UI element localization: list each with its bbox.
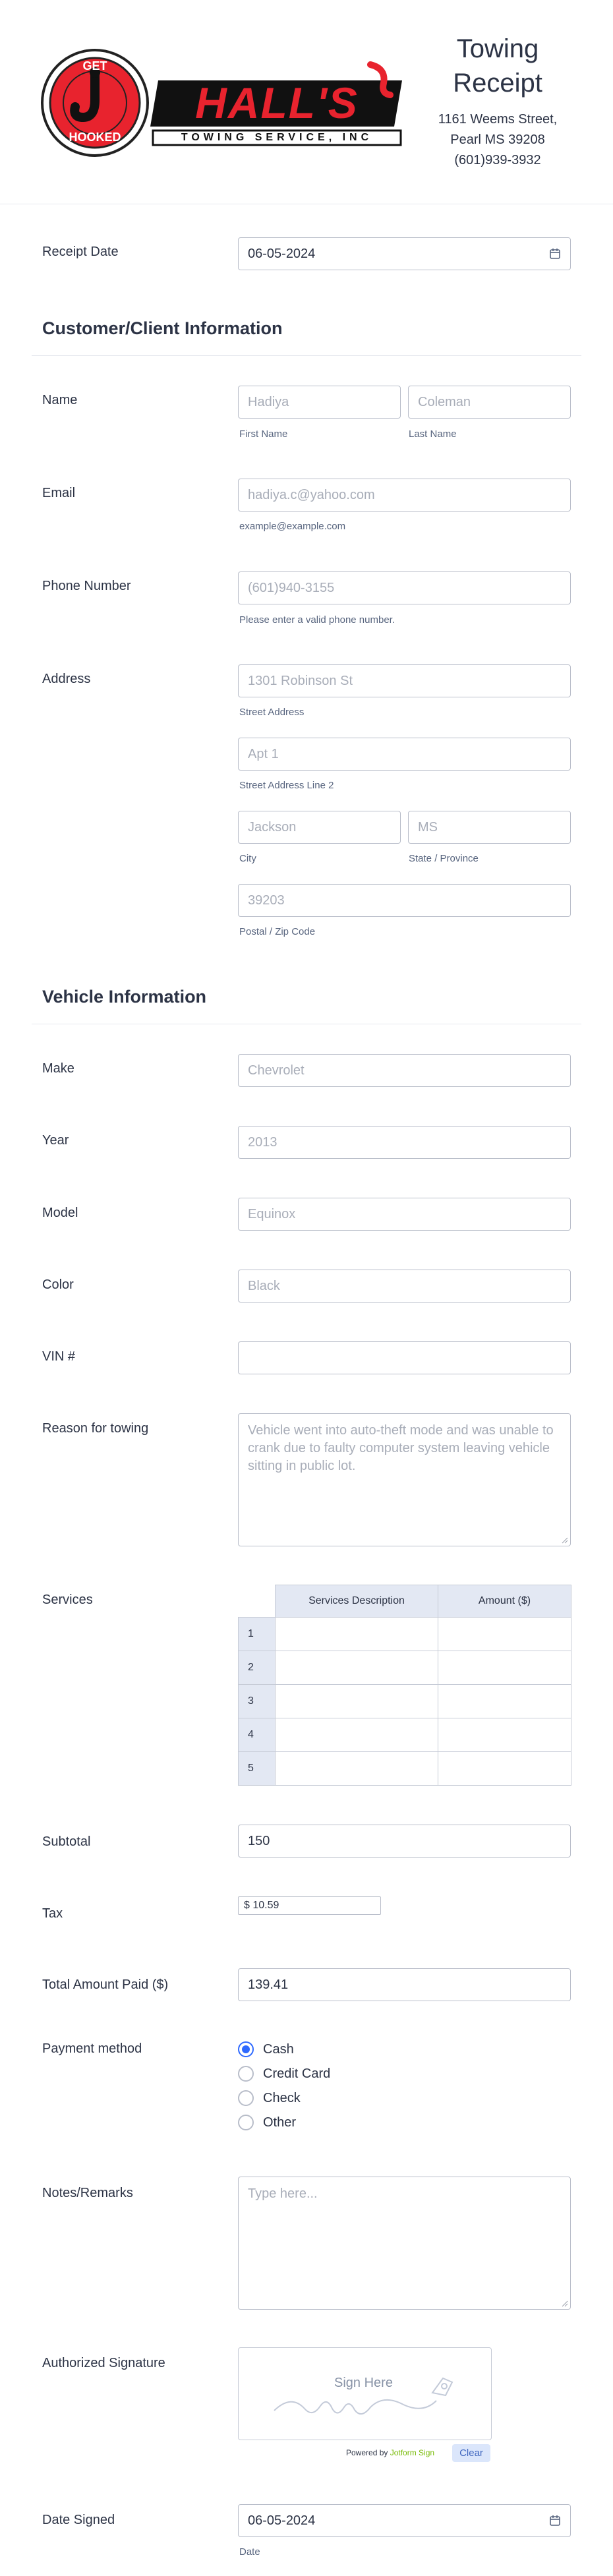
email-input[interactable]: hadiya.c@yahoo.com — [238, 479, 571, 512]
service-description-cell[interactable] — [276, 1685, 438, 1718]
table-row — [239, 1685, 571, 1718]
payment-option-other[interactable]: Other — [238, 2115, 296, 2130]
reason-label: Reason for towing — [42, 1421, 149, 1436]
company-phone: (601)939-3932 — [454, 153, 541, 167]
service-amount-cell[interactable] — [438, 1685, 571, 1718]
clear-signature-button[interactable]: Clear — [452, 2444, 490, 2462]
services-table-header — [239, 1585, 571, 1618]
phone-input[interactable]: (601)940-3155 — [238, 571, 571, 604]
row-number: 3 — [239, 1685, 276, 1718]
services-table-body — [239, 1618, 571, 1786]
table-corner — [239, 1585, 276, 1618]
vin-input[interactable] — [238, 1341, 571, 1374]
phone-sublabel: Please enter a valid phone number. — [239, 614, 395, 626]
notes-textarea[interactable]: Type here... — [238, 2177, 571, 2310]
color-label: Color — [42, 1277, 74, 1292]
payment-option-cash[interactable]: Cash — [238, 2041, 294, 2057]
date-signed-sublabel: Date — [239, 2546, 260, 2558]
vehicle-section-heading: Vehicle Information — [42, 987, 207, 1007]
service-description-cell[interactable] — [276, 1718, 438, 1752]
service-amount-cell[interactable] — [438, 1618, 571, 1651]
powered-by: Powered by Jotform Sign — [346, 2448, 435, 2457]
zip-sublabel: Postal / Zip Code — [239, 926, 316, 937]
seal-bottom-text: HOOKED — [69, 131, 121, 144]
total-label: Total Amount Paid ($) — [42, 1977, 169, 1992]
color-input[interactable]: Black — [238, 1270, 571, 1303]
vin-label: VIN # — [42, 1349, 76, 1364]
street-address-2-sublabel: Street Address Line 2 — [239, 780, 334, 791]
table-row — [239, 1752, 571, 1786]
row-number: 5 — [239, 1752, 276, 1786]
services-table — [238, 1585, 571, 1786]
table-row — [239, 1618, 571, 1651]
jotform-sign-link[interactable]: Jotform Sign — [390, 2448, 435, 2457]
calendar-icon[interactable] — [549, 248, 561, 260]
receipt-date-value: 06-05-2024 — [248, 246, 316, 261]
subtotal-label: Subtotal — [42, 1834, 91, 1849]
year-input[interactable]: 2013 — [238, 1126, 571, 1159]
signature-pad[interactable] — [238, 2347, 492, 2440]
make-label: Make — [42, 1061, 74, 1076]
table-row — [239, 1651, 571, 1685]
tax-input[interactable]: $ 10.59 — [238, 1896, 381, 1915]
radio-cash[interactable] — [238, 2041, 254, 2057]
table-row — [239, 1718, 571, 1752]
zip-input[interactable]: 39203 — [238, 884, 571, 917]
row-number: 4 — [239, 1718, 276, 1752]
service-amount-cell[interactable] — [438, 1752, 571, 1786]
reason-textarea[interactable]: Vehicle went into auto-theft mode and was unable to crank due to faulty computer system leaving vehicle sitting in public lot. — [238, 1413, 571, 1546]
last-name-input[interactable]: Coleman — [408, 386, 571, 419]
service-amount-cell[interactable] — [438, 1651, 571, 1685]
radio-check[interactable] — [238, 2090, 254, 2106]
receipt-date-label: Receipt Date — [42, 245, 119, 259]
calendar-icon[interactable] — [549, 2515, 561, 2527]
date-signed-input[interactable] — [238, 2504, 571, 2537]
resize-handle-icon[interactable] — [562, 2300, 568, 2307]
state-sublabel: State / Province — [409, 853, 479, 864]
city-sublabel: City — [239, 853, 256, 864]
row-number: 1 — [239, 1618, 276, 1651]
make-input[interactable]: Chevrolet — [238, 1054, 571, 1087]
services-label: Services — [42, 1593, 93, 1607]
notes-label: Notes/Remarks — [42, 2186, 133, 2200]
services-description-header: Services Description — [276, 1585, 438, 1618]
phone-label: Phone Number — [42, 579, 131, 593]
receipt-date-input[interactable] — [238, 237, 571, 270]
service-amount-cell[interactable] — [438, 1718, 571, 1752]
city-input[interactable]: Jackson — [238, 811, 401, 844]
signature-label: Authorized Signature — [42, 2356, 165, 2370]
email-label: Email — [42, 486, 76, 500]
pen-icon — [428, 2373, 457, 2399]
page-title: Towing Receipt — [453, 34, 542, 98]
first-name-input[interactable]: Hadiya — [238, 386, 401, 419]
date-signed-value: 06-05-2024 — [248, 2513, 316, 2528]
address-line-2: Pearl MS 39208 — [450, 132, 545, 147]
tax-label: Tax — [42, 1906, 63, 1921]
payment-option-credit-card[interactable]: Credit Card — [238, 2066, 330, 2082]
company-address — [422, 109, 573, 171]
street-address-2-input[interactable]: Apt 1 — [238, 738, 571, 771]
amount-header: Amount ($) — [438, 1585, 571, 1618]
name-label: Name — [42, 393, 78, 407]
row-number: 2 — [239, 1651, 276, 1685]
street-address-sublabel: Street Address — [239, 707, 305, 718]
street-address-input[interactable]: 1301 Robinson St — [238, 664, 571, 697]
model-input[interactable]: Equinox — [238, 1198, 571, 1231]
brand-tagline: TOWING SERVICE, INC — [181, 132, 373, 143]
email-sublabel: example@example.com — [239, 521, 346, 532]
payment-method-label: Payment method — [42, 2041, 142, 2056]
payment-option-check[interactable]: Check — [238, 2090, 301, 2106]
last-name-sublabel: Last Name — [409, 428, 457, 440]
radio-other[interactable] — [238, 2115, 254, 2130]
service-description-cell[interactable] — [276, 1651, 438, 1685]
customer-section-heading: Customer/Client Information — [42, 318, 283, 338]
service-description-cell[interactable] — [276, 1752, 438, 1786]
year-label: Year — [42, 1133, 69, 1148]
radio-credit-card[interactable] — [238, 2066, 254, 2082]
subtotal-input[interactable]: 150 — [238, 1825, 571, 1858]
brand-wordmark: HALL'S — [195, 78, 359, 127]
customer-section-divider — [32, 355, 581, 356]
state-input[interactable]: MS — [408, 811, 571, 844]
model-label: Model — [42, 1206, 78, 1220]
total-input[interactable]: 139.41 — [238, 1968, 571, 2001]
service-description-cell[interactable] — [276, 1618, 438, 1651]
address-line-1: 1161 Weems Street, — [438, 112, 558, 127]
resize-handle-icon[interactable] — [562, 1537, 568, 1544]
address-label: Address — [42, 672, 91, 686]
first-name-sublabel: First Name — [239, 428, 288, 440]
sign-here-text: Sign Here — [334, 2376, 393, 2390]
date-signed-label: Date Signed — [42, 2513, 115, 2527]
company-logo — [41, 49, 410, 160]
seal-top-text: GET — [82, 59, 107, 73]
